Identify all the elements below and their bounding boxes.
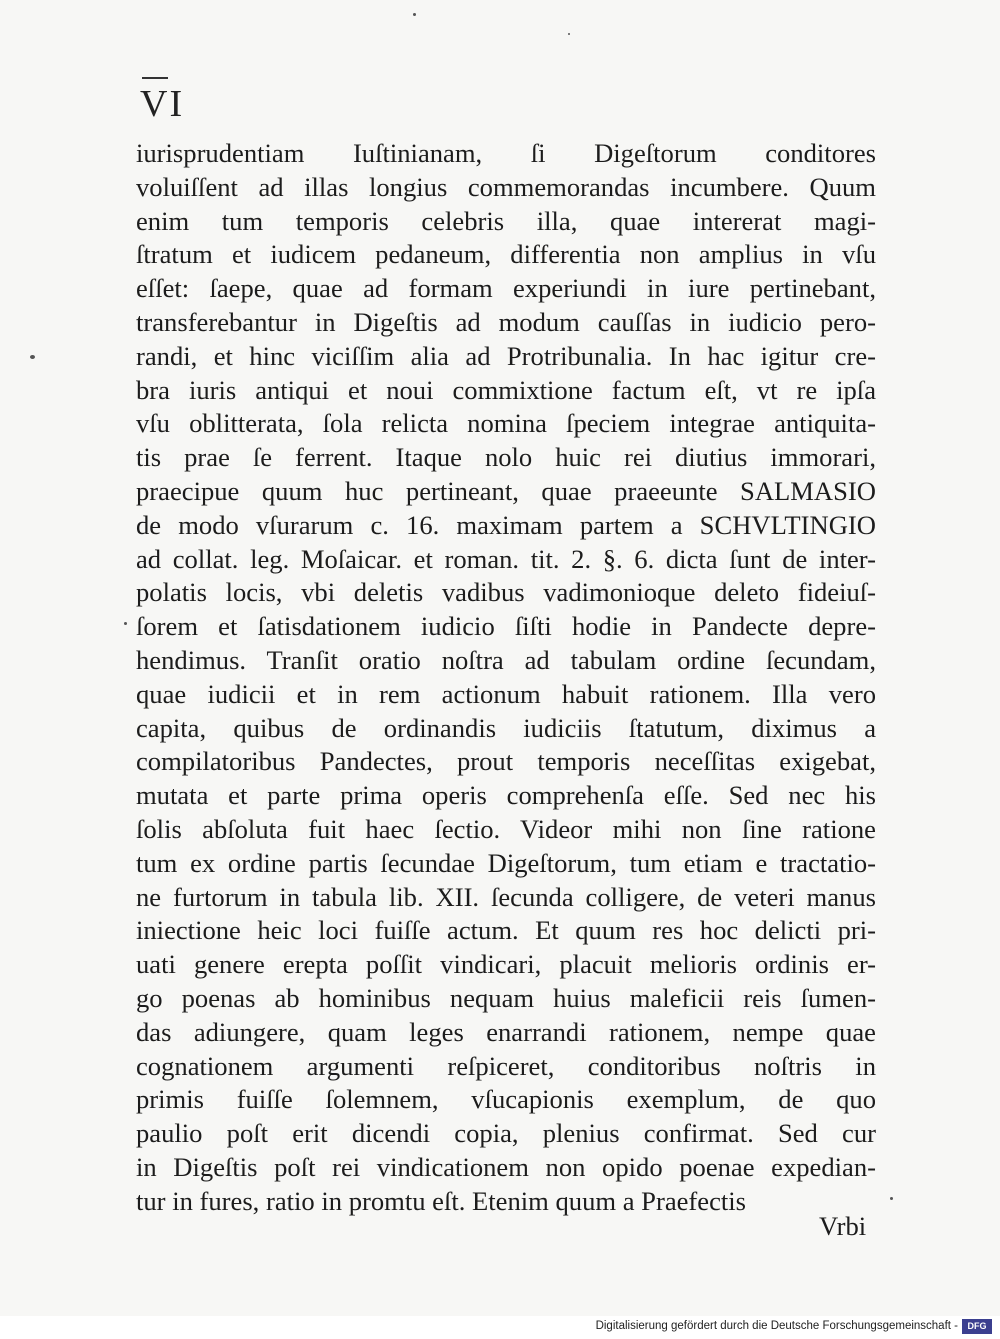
text-line: mutata et parte prima operis comprehenſa eſſe. Sed nec his	[136, 780, 876, 811]
text-line: ad collat. leg. Moſaicar. et roman. tit. 2. §. 6. dicta ſunt de inter-	[136, 543, 876, 574]
dfg-logo-icon: DFG	[962, 1319, 992, 1334]
ink-speck	[413, 13, 416, 16]
text-line: transferebantur in Digeſtis ad modum cauſſas in iudicio pero-	[136, 306, 876, 337]
text-line: enim tum temporis celebris illa, quae intererat magi-	[136, 205, 876, 236]
text-line: hendimus. Tranſit oratio noſtra ad tabulam ordine ſecundam,	[136, 644, 876, 675]
footer-credit: Digitalisierung gefördert durch die Deutsche Forschungsgemeinschaft -	[595, 1320, 958, 1332]
ink-speck	[568, 33, 570, 35]
body-text	[136, 137, 876, 1219]
text-line: de modo vſurarum c. 16. maximam partem a SCHVLTINGIO	[136, 509, 876, 540]
text-line: compilatoribus Pandectes, prout temporis neceſſitas exigebat,	[136, 746, 876, 777]
text-line: cognationem argumenti reſpiceret, conditoribus noſtris in	[136, 1050, 876, 1081]
footer-bar	[0, 1316, 1000, 1339]
text-line: das adiungere, quam leges enarrandi rationem, nempe quae	[136, 1016, 876, 1047]
text-line: ne furtorum in tabula lib. XII. ſecunda colligere, de veteri manus	[136, 881, 876, 912]
ink-speck	[30, 355, 35, 359]
text-line: ſorem et ſatisdationem iudicio ſiſti hodie in Pandecte depre-	[136, 611, 876, 642]
text-line: in Digeſtis poſt rei vindicationem non opido poenae expedian-	[136, 1151, 876, 1182]
text-line: praecipue quum huc pertineant, quae praeeunte SALMASIO	[136, 475, 876, 506]
text-line: go poenas ab hominibus nequam huius maleficii reis ſumen-	[136, 982, 876, 1013]
text-line: paulio poſt erit dicendi copia, plenius confirmat. Sed cur	[136, 1118, 876, 1149]
text-line: ſtratum et iudicem pedaneum, differentia non amplius in vſu	[136, 239, 876, 270]
page-number: VI	[140, 83, 185, 125]
text-line: tis prae ſe ferrent. Itaque nolo huic rei diutius immorari,	[136, 442, 876, 473]
text-line: tum ex ordine partis ſecundae Digeſtorum, tum etiam e tractatio-	[136, 847, 876, 878]
text-line: vſu oblitterata, ſola relicta nomina ſpeciem integrae antiquita-	[136, 408, 876, 439]
ink-speck	[890, 1197, 893, 1200]
text-line: uati genere erepta poſſit vindicari, placuit melioris ordinis er-	[136, 949, 876, 980]
text-line: polatis locis, vbi deletis vadibus vadimonioque deleto fideiuſ-	[136, 577, 876, 608]
text-line: eſſet: ſaepe, quae ad formam experiundi in iure pertinebant,	[136, 273, 876, 304]
text-line: quae iudicii et in rem actionum habuit rationem. Illa vero	[136, 678, 876, 709]
text-line: voluiſſent ad illas longius commemorandas incumbere. Quum	[136, 171, 876, 202]
text-line: ſolis abſoluta fuit haec ſectio. Videor mihi non ſine ratione	[136, 813, 876, 844]
text-line: iniectione heic loci fuiſſe actum. Et quum res hoc delicti pri-	[136, 915, 876, 946]
text-line: iurisprudentiam Iuſtinianam, ſi Digeſtorum conditores	[136, 138, 876, 168]
ink-speck	[124, 622, 127, 625]
page-number-rule	[142, 77, 168, 79]
text-line: bra iuris antiqui et noui commixtione factum eſt, vt re ipſa	[136, 374, 876, 405]
text-line: capita, quibus de ordinandis iudiciis ſtatutum, diximus a	[136, 712, 876, 743]
text-line: randi, et hinc viciſſim alia ad Protribunalia. In hac igitur cre-	[136, 340, 876, 371]
text-line: primis fuiſſe ſolemnem, vſucapionis exemplum, de quo	[136, 1084, 876, 1115]
catchword: Vrbi	[819, 1211, 867, 1241]
text-line: tur in fures, ratio in promtu eſt. Etenim quum a Praefectis	[136, 1185, 747, 1216]
